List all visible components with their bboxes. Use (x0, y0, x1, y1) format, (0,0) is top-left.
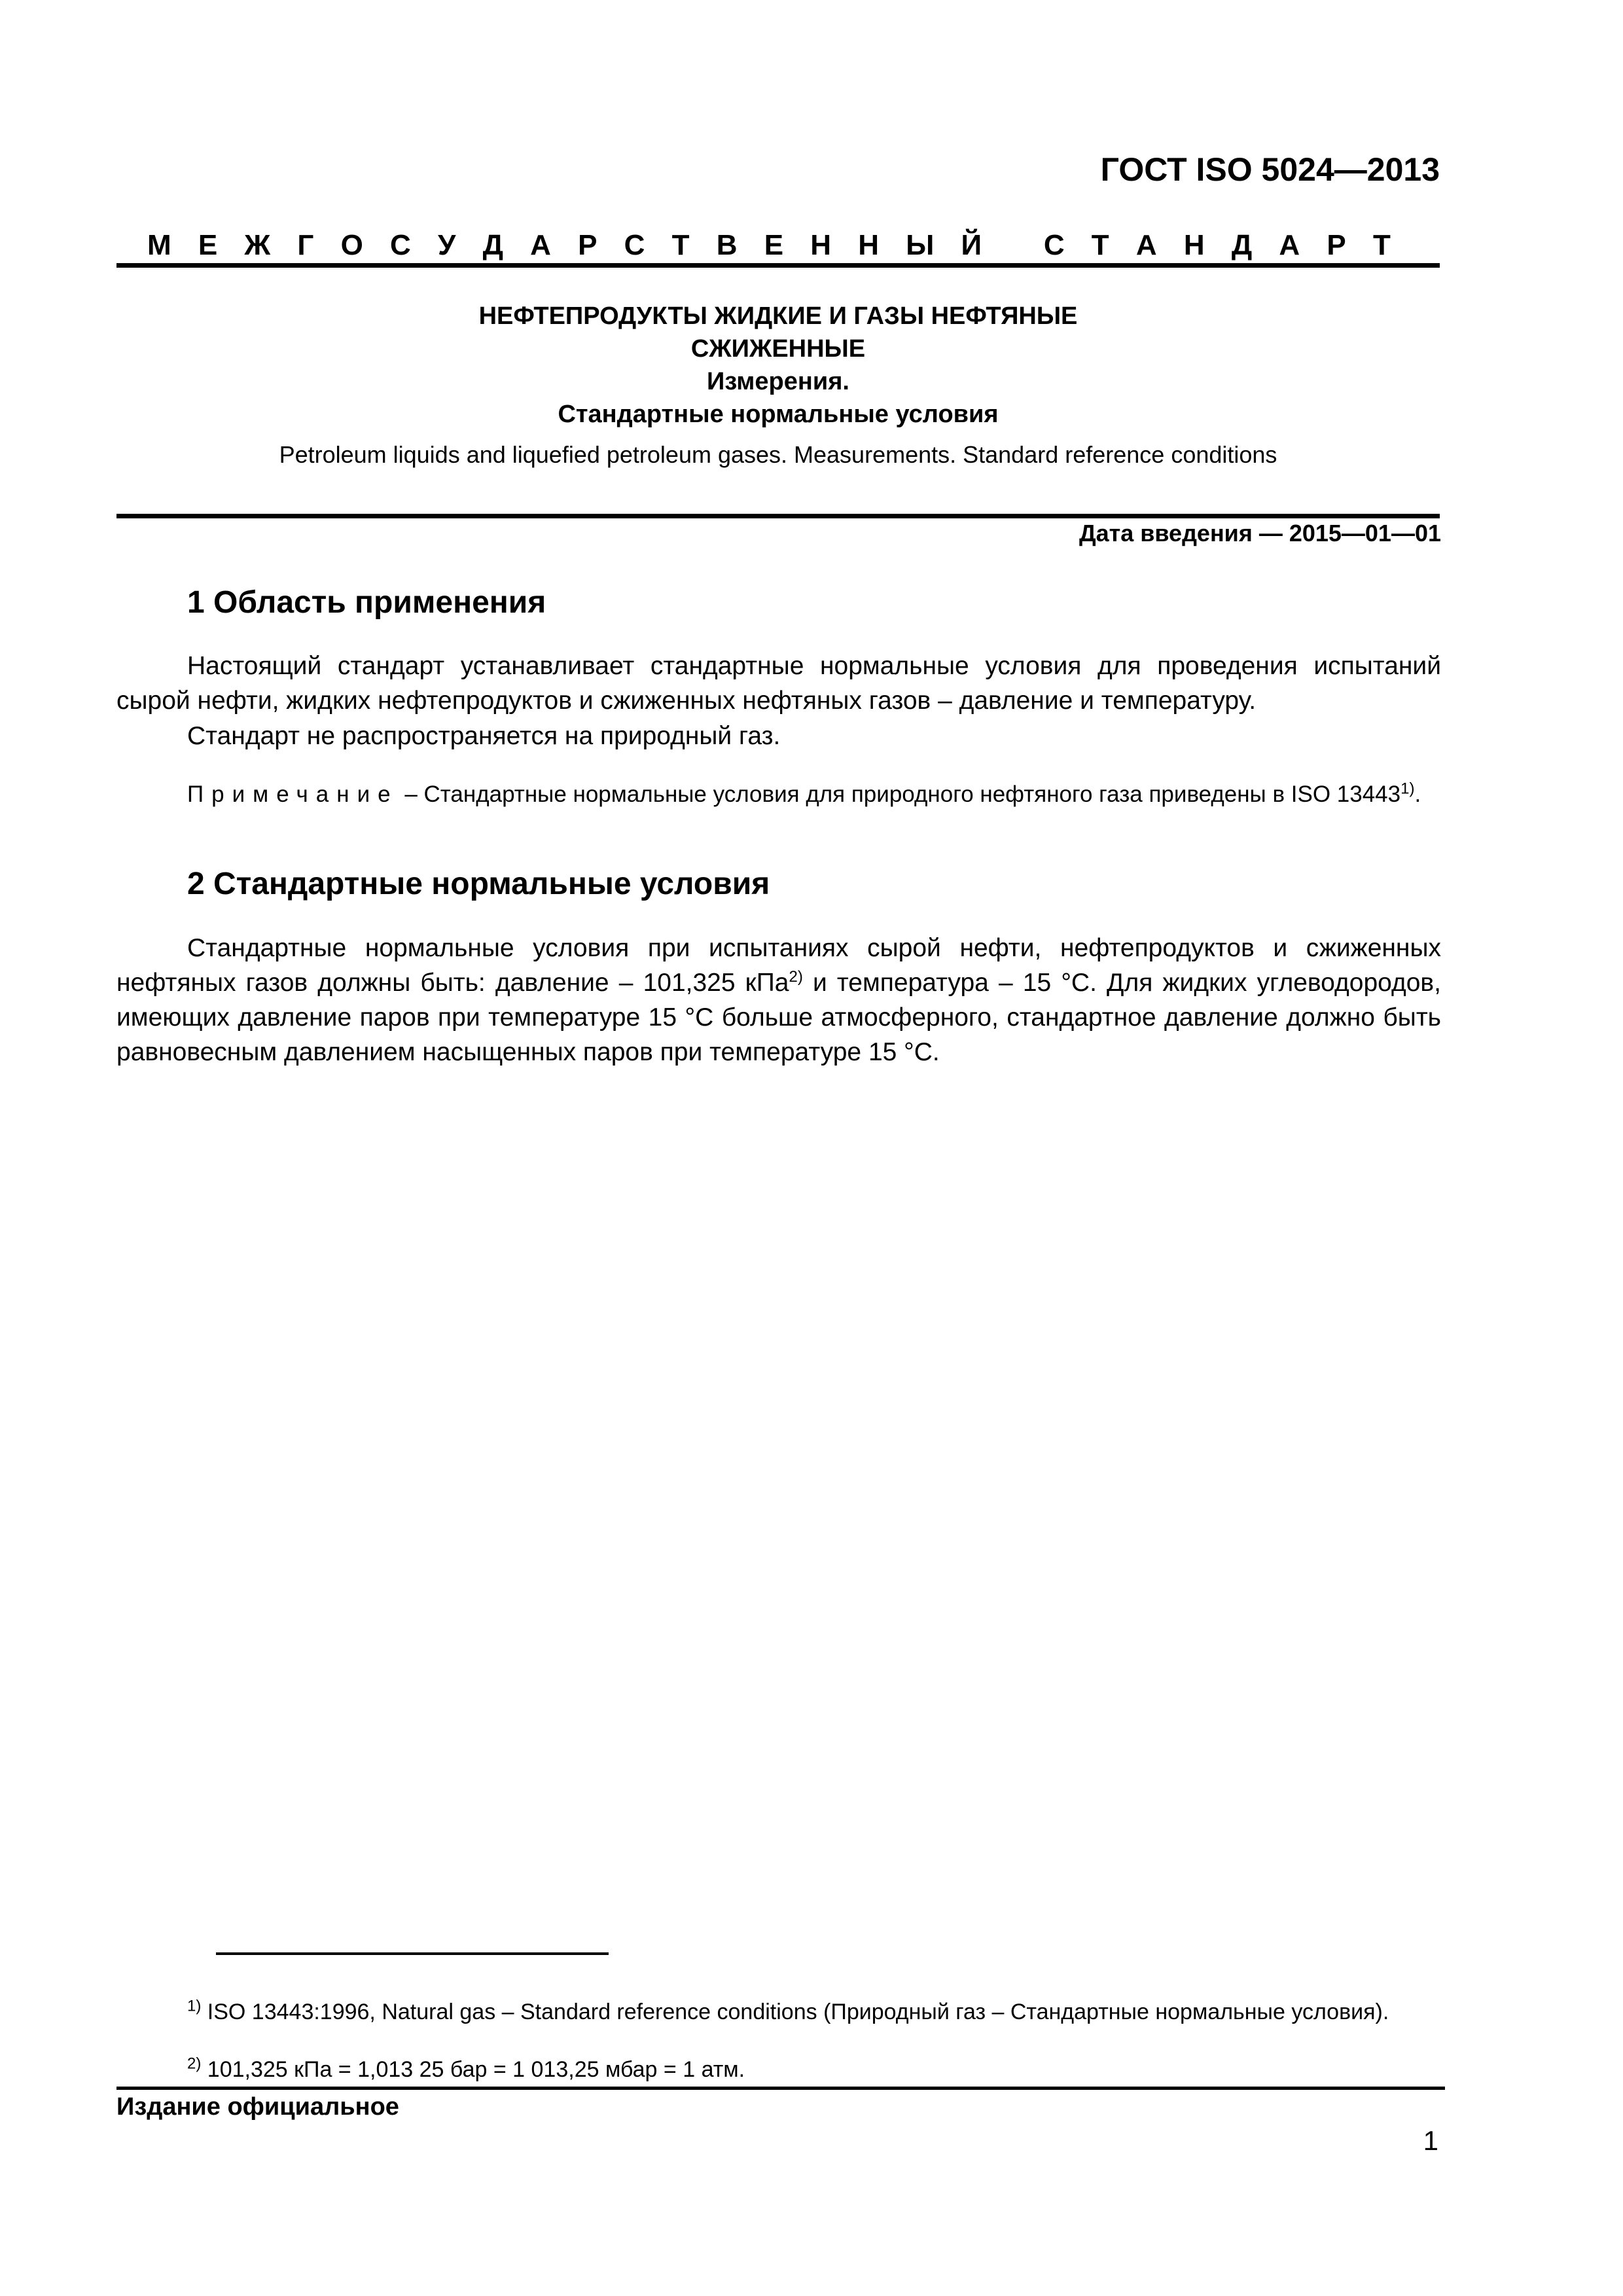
footnote-ref-2[interactable]: 2) (789, 968, 803, 986)
note-text: – Стандартные нормальные условия для природного нефтяного газа приведены в ISO 13443 (398, 781, 1401, 807)
title-line-2: СЖИЖЕННЫЕ (690, 335, 866, 363)
page-number: 1 (1423, 2125, 1438, 2156)
footnote-1 (116, 1998, 1441, 2027)
footnote-separator (216, 1952, 609, 1955)
banner-letter: Г (297, 229, 314, 261)
banner-letter: Р (578, 229, 597, 261)
banner-letter: А (530, 229, 551, 261)
document-code: ГОСТ ISO 5024—2013 (1100, 151, 1440, 188)
banner-letter: С (1043, 229, 1065, 261)
section-2-heading: 2 Стандартные нормальные условия (187, 867, 770, 901)
introduction-date: Дата введения — 2015—01—01 (1079, 520, 1441, 547)
note-end: . (1414, 781, 1421, 807)
banner-letter: В (716, 229, 738, 261)
banner-letter: Т (1091, 229, 1109, 261)
document-title (116, 300, 1440, 469)
banner-letter: Д (482, 229, 503, 261)
title-line-1: НЕФТЕПРОДУКТЫ ЖИДКИЕ И ГАЗЫ НЕФТЯНЫЕ (478, 302, 1078, 330)
section-2-paragraph-1 (116, 931, 1441, 1069)
edition-label: Издание официальное (116, 2093, 399, 2121)
banner-letter: Й (961, 229, 982, 261)
banner-letter: Н (1183, 229, 1205, 261)
banner-letter: Е (764, 229, 784, 261)
title-line-3: Измерения. (707, 368, 849, 395)
footnote-2-mark: 2) (187, 2054, 202, 2073)
footer-rule (116, 2087, 1445, 2090)
title-line-4: Стандартные нормальные условия (558, 401, 999, 428)
section-1-note (116, 779, 1441, 810)
banner-letter: С (624, 229, 645, 261)
footnote-2 (116, 2055, 1441, 2085)
footnote-ref-1[interactable]: 1) (1400, 780, 1415, 798)
banner-letter: Е (198, 229, 218, 261)
banner-letter: О (340, 229, 363, 261)
footnote-1-text: ISO 13443:1996, Natural gas – Standard reference conditions (Природный газ – Стандартные нормальные условия). (201, 2000, 1389, 2024)
title-rule (116, 514, 1440, 518)
note-label: Примечание (187, 781, 399, 807)
banner-letter: У (437, 229, 456, 261)
section-1-paragraph-2: Стандарт не распространяется на природный газ. (187, 722, 781, 750)
section-1-heading: 1 Область применения (187, 585, 546, 620)
banner-letter: Р (1327, 229, 1346, 261)
banner-letter: Т (671, 229, 690, 261)
banner-letter: А (1279, 229, 1300, 261)
banner-letter: Ж (244, 229, 271, 261)
footnote-1-mark: 1) (187, 1997, 202, 2015)
section-1-paragraph-1: Настоящий стандарт устанавливает стандартные нормальные условия для проведения испытаний сырой нефти, жидких нефтепродуктов и сжиженных нефтяных газов – давление и температуру. (116, 652, 1441, 715)
banner-letter: Ы (906, 229, 935, 261)
banner-letter: А (1135, 229, 1157, 261)
banner-letter: Н (858, 229, 880, 261)
title-english: Petroleum liquids and liquefied petroleum gases. Measurements. Standard reference conditions (279, 441, 1277, 468)
banner-letter: Т (1372, 229, 1391, 261)
banner-letter: Н (810, 229, 832, 261)
top-rule (116, 263, 1440, 268)
banner-letter: Д (1231, 229, 1253, 261)
banner-letter: С (390, 229, 411, 261)
banner-letter (1008, 229, 1016, 262)
section-2-text-b: и температура – 15 °С. Для жидких углеводородов, имеющих давление паров при температуре 15 °С больше атмосферного, стандартное давление должно быть равновесным давлением насыщенных паров при температуре 15 °С. (116, 969, 1441, 1066)
banner-letter: М (147, 229, 171, 261)
section-2-text-a: Стандартные нормальные условия при испытаниях сырой нефти, нефтепродуктов и сжиженных нефтяных газов должны быть: давление – 101,325 кПа (116, 934, 1441, 997)
footnote-2-text: 101,325 кПа = 1,013 25 бар = 1 013,25 мбар = 1 атм. (201, 2057, 745, 2082)
interstate-standard-banner (147, 229, 1391, 262)
